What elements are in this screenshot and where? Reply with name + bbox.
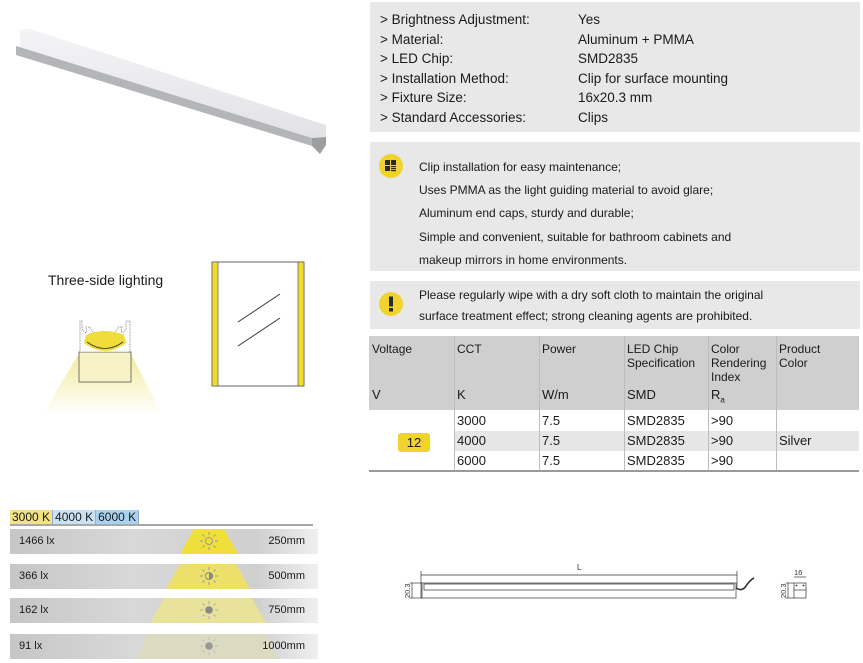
exclamation-icon xyxy=(379,292,403,316)
spec-row xyxy=(380,10,860,30)
dimension-drawing xyxy=(380,550,820,620)
cri-cell: >90 xyxy=(711,413,734,428)
spec-table xyxy=(369,336,859,473)
header-title: Color Rendering Index xyxy=(711,342,767,384)
spec-label: > Fixture Size: xyxy=(380,90,467,105)
column-divider xyxy=(539,336,540,471)
feature-line: Uses PMMA as the light guiding material to avoid glare; xyxy=(419,183,714,198)
mirror-illustration xyxy=(210,260,310,390)
feature-line: Clip installation for easy maintenance; xyxy=(419,160,622,174)
spec-label: > Standard Accessories: xyxy=(380,109,526,125)
cri-cell: >90 xyxy=(711,453,734,468)
spec-value: Clips xyxy=(578,109,609,125)
lux-value: 91 lx xyxy=(19,640,43,652)
side-height-label: 20.3 xyxy=(779,583,788,598)
care-line: surface treatment effect; strong cleaning agents are prohibited. xyxy=(419,309,753,323)
header-led-chip xyxy=(624,336,708,410)
sun-half-icon xyxy=(200,567,218,588)
table-row xyxy=(454,411,859,431)
cri-cell: >90 xyxy=(711,433,734,448)
spec-value: 16x20.3 mm xyxy=(578,90,653,105)
product-image xyxy=(0,0,370,170)
lux-value: 366 lx xyxy=(19,570,49,582)
tab-4000k[interactable]: 4000 K xyxy=(53,510,96,524)
length-label: L xyxy=(577,563,582,572)
feature-list xyxy=(419,156,731,272)
header-unit: SMD xyxy=(627,387,656,402)
header-unit: V xyxy=(372,387,381,402)
sun-filled-icon xyxy=(200,601,218,622)
header-unit: W/m xyxy=(542,387,569,402)
cct-cell: 3000 xyxy=(457,413,486,428)
spec-value: Yes xyxy=(578,12,601,27)
header-title: Product Color xyxy=(779,342,821,370)
column-divider xyxy=(624,336,625,471)
distance-value: 1000mm xyxy=(262,640,305,652)
column-divider xyxy=(454,336,455,471)
tab-3000k[interactable]: 3000 K xyxy=(10,510,53,524)
voltage-badge: 12 xyxy=(398,433,430,452)
power-cell: 7.5 xyxy=(542,413,561,428)
lux-value: 1466 lx xyxy=(19,535,55,547)
distance-value: 750mm xyxy=(268,604,305,616)
column-divider xyxy=(776,336,777,471)
spec-label: > Material: xyxy=(380,31,444,47)
chip-cell: SMD2835 xyxy=(627,413,685,428)
lux-value: 162 lx xyxy=(19,604,49,616)
header-voltage xyxy=(369,336,454,410)
illuminance-row xyxy=(10,634,318,659)
header-unit: K xyxy=(457,387,466,402)
specs-panel xyxy=(370,2,860,132)
feature-line: makeup mirrors in home environments. xyxy=(419,252,628,267)
header-unit: $R_a$ xyxy=(711,387,725,405)
spec-label: > Brightness Adjustment: xyxy=(380,12,530,27)
height-label: 20.3 xyxy=(403,583,412,598)
tab-6000k[interactable]: 6000 K xyxy=(96,510,139,524)
spec-row xyxy=(380,88,860,108)
illuminance-row xyxy=(10,529,318,554)
spec-label: > LED Chip: xyxy=(380,51,454,66)
care-notice-panel xyxy=(370,281,860,329)
chip-cell: SMD2835 xyxy=(627,433,685,448)
cct-tabs xyxy=(10,510,139,524)
table-bottom-border xyxy=(369,470,859,472)
spec-row xyxy=(380,49,860,69)
sun-filled-icon xyxy=(200,637,218,658)
spec-row xyxy=(380,69,860,89)
table-row xyxy=(454,451,859,471)
table-header xyxy=(369,336,859,410)
chip-cell: SMD2835 xyxy=(627,453,685,468)
spec-row xyxy=(380,108,860,128)
feature-line: Simple and convenient, suitable for bathroom cabinets and xyxy=(419,229,732,244)
header-title: Voltage xyxy=(372,342,413,356)
feature-line: Aluminum end caps, sturdy and durable; xyxy=(419,206,634,221)
spec-label: > Installation Method: xyxy=(380,70,509,86)
sun-icon xyxy=(200,532,218,553)
cct-cell: 6000 xyxy=(457,453,486,468)
spec-value: Clip for surface mounting xyxy=(578,70,729,86)
power-cell: 7.5 xyxy=(542,453,561,468)
lighting-title: Three-side lighting xyxy=(48,272,164,288)
product-color-value: Silver xyxy=(779,433,812,448)
features-panel xyxy=(370,142,860,271)
header-cri xyxy=(708,336,776,410)
illuminance-row xyxy=(10,598,318,623)
header-cct xyxy=(454,336,539,410)
profile-cross-section xyxy=(30,315,170,415)
illuminance-row xyxy=(10,564,318,589)
header-power xyxy=(539,336,624,410)
spec-value: Aluminum + PMMA xyxy=(578,31,694,47)
divider xyxy=(10,524,313,526)
header-title: CCT xyxy=(457,342,482,356)
spec-value: SMD2835 xyxy=(578,51,639,66)
header-title: LED Chip Specification xyxy=(627,342,696,370)
width-label: 16 xyxy=(794,568,803,577)
header-title: Power xyxy=(542,342,577,356)
cct-cell: 4000 xyxy=(457,433,486,448)
header-product-color xyxy=(776,336,859,410)
column-divider xyxy=(708,336,709,471)
spec-row xyxy=(380,30,860,50)
care-line: Please regularly wipe with a dry soft cloth to maintain the original xyxy=(419,288,764,302)
feature-grid-icon xyxy=(379,154,403,178)
power-cell: 7.5 xyxy=(542,433,561,448)
distance-value: 500mm xyxy=(268,570,305,582)
care-text xyxy=(419,285,763,327)
distance-value: 250mm xyxy=(268,535,305,547)
